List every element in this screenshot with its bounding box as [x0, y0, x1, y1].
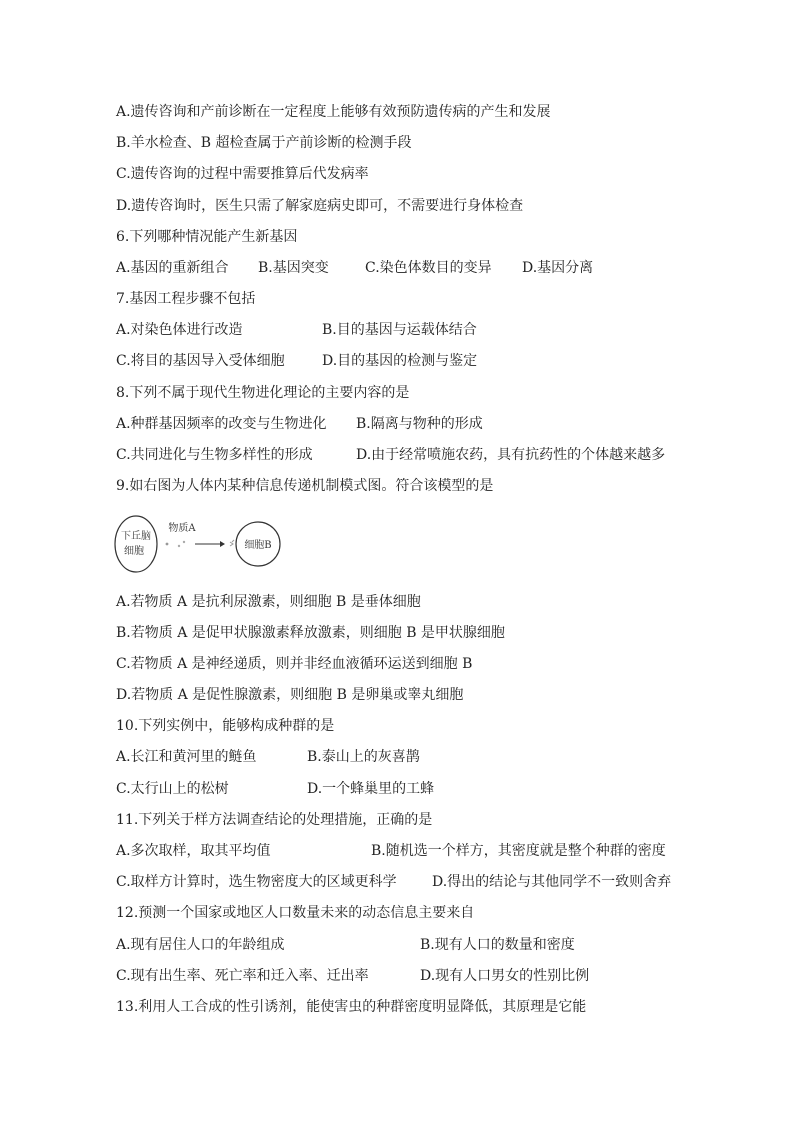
q10-stem: 10.下列实例中，能够构成种群的是: [116, 718, 335, 734]
q11-option-a: A.多次取样，取其平均值: [116, 843, 271, 859]
q9-option-b: B.若物质 A 是促甲状腺激素释放激素，则细胞 B 是甲状腺细胞: [116, 625, 505, 641]
substance-dot: [183, 541, 185, 543]
q7-option-c: C.将目的基因导入受体细胞: [116, 353, 285, 369]
q5-option-a: A.遗传咨询和产前诊断在一定程度上能够有效预防遗传病的产生和发展: [116, 104, 551, 120]
q6-stem: 6.下列哪种情况能产生新基因: [116, 229, 298, 245]
substance-dot: [178, 545, 180, 547]
q8-stem: 8.下列不属于现代生物进化理论的主要内容的是: [116, 385, 410, 401]
q8-option-b: B.隔离与物种的形成: [356, 416, 483, 432]
q11-option-d: D.得出的结论与其他同学不一致则舍弃: [432, 874, 672, 890]
substance-dot: [166, 543, 169, 546]
q7-stem: 7.基因工程步骤不包括: [116, 291, 256, 307]
q6-option-c: C.染色体数目的变异: [365, 260, 492, 276]
q5-option-c: C.遗传咨询的过程中需要推算后代发病率: [116, 166, 369, 182]
cell-a-label-line1: 下丘脑: [121, 531, 151, 542]
q9-option-d: D.若物质 A 是促性腺激素，则细胞 B 是卵巢或睾丸细胞: [116, 687, 464, 703]
q8-option-a: A.种群基因频率的改变与生物进化: [116, 416, 327, 432]
q5-option-d: D.遗传咨询时，医生只需了解家庭病史即可，不需要进行身体检查: [116, 198, 524, 214]
arrow-head: [220, 541, 225, 547]
q8-option-c: C.共同进化与生物多样性的形成: [116, 447, 313, 463]
q8-option-d: D.由于经常喷施农药，具有抗药性的个体越来越多: [356, 447, 666, 463]
q10-option-a: A.长江和黄河里的鲢鱼: [116, 749, 257, 765]
q13-stem: 13.利用人工合成的性引诱剂，能使害虫的种群密度明显降低，其原理是它能: [116, 999, 587, 1015]
q9-option-c: C.若物质 A 是神经递质，则并非经血液循环运送到细胞 B: [116, 656, 473, 672]
cell-b-label: 细胞B: [244, 540, 272, 551]
hypothalamus-cell-shape: [115, 516, 157, 572]
q7-option-a: A.对染色体进行改造: [116, 322, 243, 338]
receptor-mark: [230, 540, 234, 546]
cell-a-label-line2: 细胞: [124, 546, 144, 557]
substance-a-label: 物质A: [168, 523, 196, 534]
q9-option-a: A.若物质 A 是抗利尿激素，则细胞 B 是垂体细胞: [116, 594, 421, 610]
q6-option-a: A.基因的重新组合: [116, 260, 229, 276]
q10-option-b: B.泰山上的灰喜鹊: [307, 749, 420, 765]
q12-option-c: C.现有出生率、死亡率和迁入率、迁出率: [116, 968, 369, 984]
q12-stem: 12.预测一个国家或地区人口数量未来的动态信息主要来自: [116, 905, 475, 921]
signal-transmission-diagram: [112, 512, 290, 578]
q6-option-d: D.基因分离: [522, 260, 594, 276]
q11-option-b: B.随机选一个样方，其密度就是整个种群的密度: [371, 843, 666, 859]
q6-option-b: B.基因突变: [258, 260, 329, 276]
q10-option-c: C.太行山上的松树: [116, 781, 229, 797]
q12-option-a: A.现有居住人口的年龄组成: [116, 937, 285, 953]
q7-option-d: D.目的基因的检测与鉴定: [322, 353, 478, 369]
q10-option-d: D.一个蜂巢里的工蜂: [307, 781, 435, 797]
q11-option-c: C.取样方计算时，选生物密度大的区域更科学: [116, 874, 397, 890]
q9-stem: 9.如右图为人体内某种信息传递机制模式图。符合该模型的是: [116, 478, 494, 494]
q5-option-b: B.羊水检查、B 超检查属于产前诊断的检测手段: [116, 135, 412, 151]
q12-option-d: D.现有人口男女的性别比例: [420, 968, 590, 984]
q11-stem: 11.下列关于样方法调查结论的处理措施，正确的是: [116, 812, 433, 828]
q12-option-b: B.现有人口的数量和密度: [420, 937, 575, 953]
q7-option-b: B.目的基因与运载体结合: [322, 322, 477, 338]
